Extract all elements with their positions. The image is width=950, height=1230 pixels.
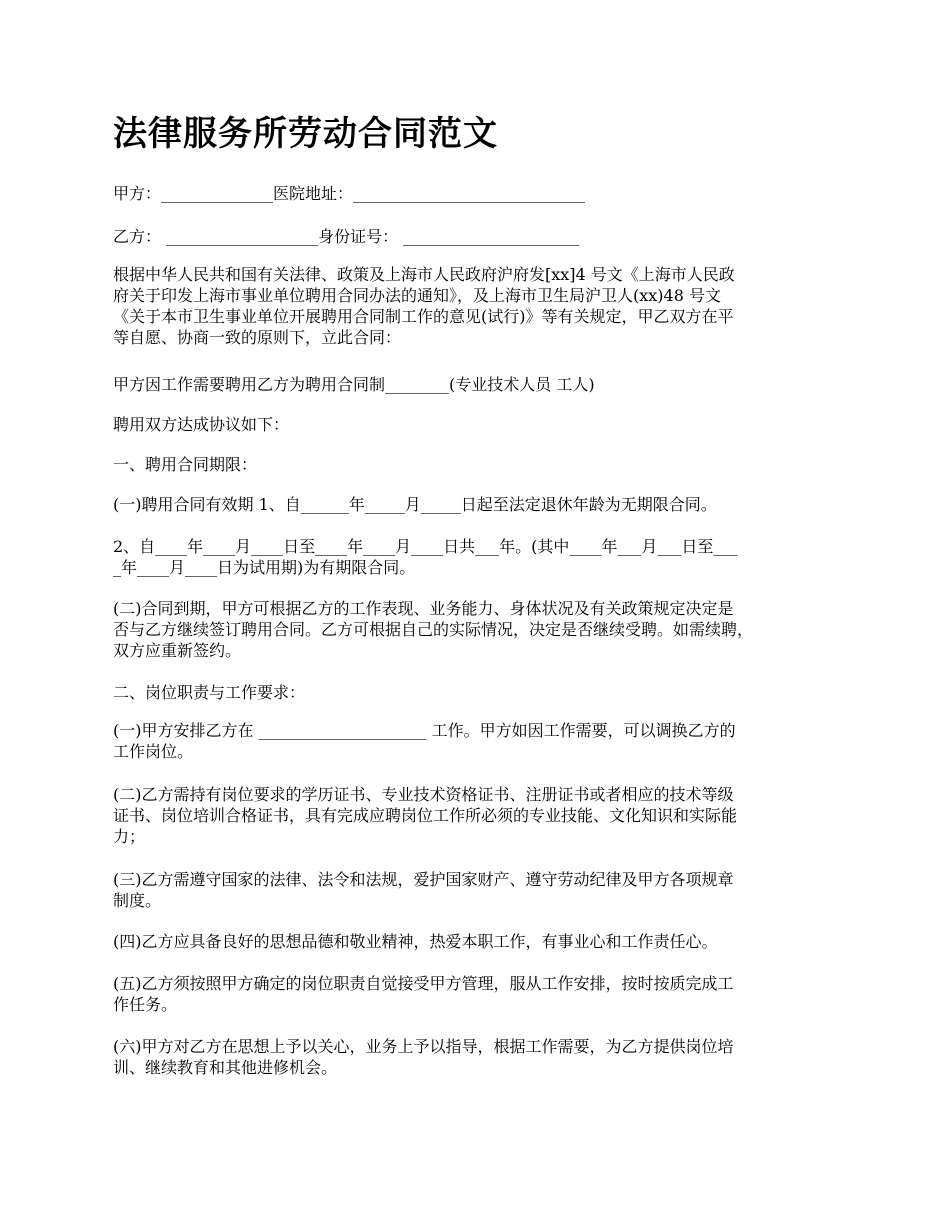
paragraph-line: 甲方：______________医院地址：_____________________________	[113, 184, 586, 203]
paragraph-line: 制度。	[113, 891, 162, 910]
paragraph-line: (三)乙方需遵守国家的法律、法令和法规，爱护国家财产、遵守劳动纪律及甲方各项规章	[113, 870, 734, 889]
paragraph-section-2	[113, 682, 853, 703]
paragraph-line: (二)乙方需持有岗位要求的学历证书、专业技术资格证书、注册证书或者相应的技术等级	[113, 785, 734, 804]
paragraph-s2-f	[113, 1036, 853, 1078]
paragraph-line: 甲方因工作需要聘用乙方为聘用合同制________(专业技术人员 工人)	[113, 375, 595, 394]
paragraph-line: 聘用双方达成协议如下：	[113, 415, 290, 434]
paragraph-s1-2	[113, 536, 853, 578]
paragraph-line: 否与乙方继续签订聘用合同。乙方可根据自己的实际情况，决定是否继续受聘。如需续聘，	[113, 620, 754, 639]
paragraph-line: 双方应重新签约。	[113, 641, 242, 660]
paragraph-s2-b	[113, 784, 853, 847]
paragraph-party-a	[113, 183, 853, 204]
paragraph-line: 二、岗位职责与工作要求：	[113, 683, 306, 702]
paragraph-s2-e	[113, 973, 853, 1015]
paragraph-line: 作任务。	[113, 995, 178, 1014]
paragraph-line: 证书、岗位培训合格证书，具有完成应聘岗位工作所必须的专业技能、文化知识和实际能	[113, 806, 738, 825]
paragraph-s1-b	[113, 598, 853, 661]
paragraph-line: 等自愿、协商一致的原则下，立此合同：	[113, 328, 402, 347]
paragraph-line: 2、自____年____月____日至____年____月____日共___年。(其中____年___月___日至___	[113, 537, 738, 556]
paragraph-line: 乙方： ___________________身份证号： ______________________	[113, 227, 580, 246]
paragraph-line: 一、聘用合同期限：	[113, 455, 258, 474]
paragraph-employ-type	[113, 374, 853, 395]
paragraph-line: 训、继续教育和其他进修机会。	[113, 1058, 338, 1077]
paragraph-line: _年____月____日为试用期)为有期限合同。	[113, 558, 416, 577]
document-title: 法律服务所劳动合同范文	[113, 114, 498, 154]
paragraph-line: 《关于本市卫生事业单位开展聘用合同制工作的意见(试行)》等有关规定，甲乙双方在平	[113, 307, 734, 326]
paragraph-s2-d	[113, 931, 853, 952]
paragraph-preamble	[113, 264, 853, 348]
paragraph-line: (二)合同到期，甲方可根据乙方的工作表现、业务能力、身体状况及有关政策规定决定是	[113, 599, 734, 618]
paragraph-s2-c	[113, 869, 853, 911]
paragraph-agreement	[113, 414, 853, 435]
paragraph-line: (六)甲方对乙方在思想上予以关心，业务上予以指导，根据工作需要，为乙方提供岗位培	[113, 1037, 734, 1056]
paragraph-party-b	[113, 226, 853, 247]
paragraph-line: 根据中华人民共和国有关法律、政策及上海市人民政府沪府发[xx]4 号文《上海市人民政	[113, 265, 735, 284]
paragraph-line: (四)乙方应具备良好的思想品德和敬业精神，热爱本职工作，有事业心和工作责任心。	[113, 932, 718, 951]
paragraph-line: 力；	[113, 827, 146, 846]
paragraph-line: (五)乙方须按照甲方确定的岗位职责自觉接受甲方管理，服从工作安排，按时按质完成工	[113, 974, 734, 993]
paragraph-line: (一)聘用合同有效期 1、自______年_____月_____日起至法定退休年龄为无期限合同。	[113, 495, 717, 514]
paragraph-line: 工作岗位。	[113, 742, 194, 761]
paragraph-line: 府关于印发上海市事业单位聘用合同办法的通知》，及上海市卫生局沪卫人(xx)48 号文	[113, 286, 721, 305]
paragraph-line: (一)甲方安排乙方在 _____________________ 工作。甲方如因工作需要，可以调换乙方的	[113, 721, 736, 740]
paragraph-s1-a	[113, 494, 853, 515]
paragraph-s2-a	[113, 720, 853, 762]
paragraph-section-1	[113, 454, 853, 475]
